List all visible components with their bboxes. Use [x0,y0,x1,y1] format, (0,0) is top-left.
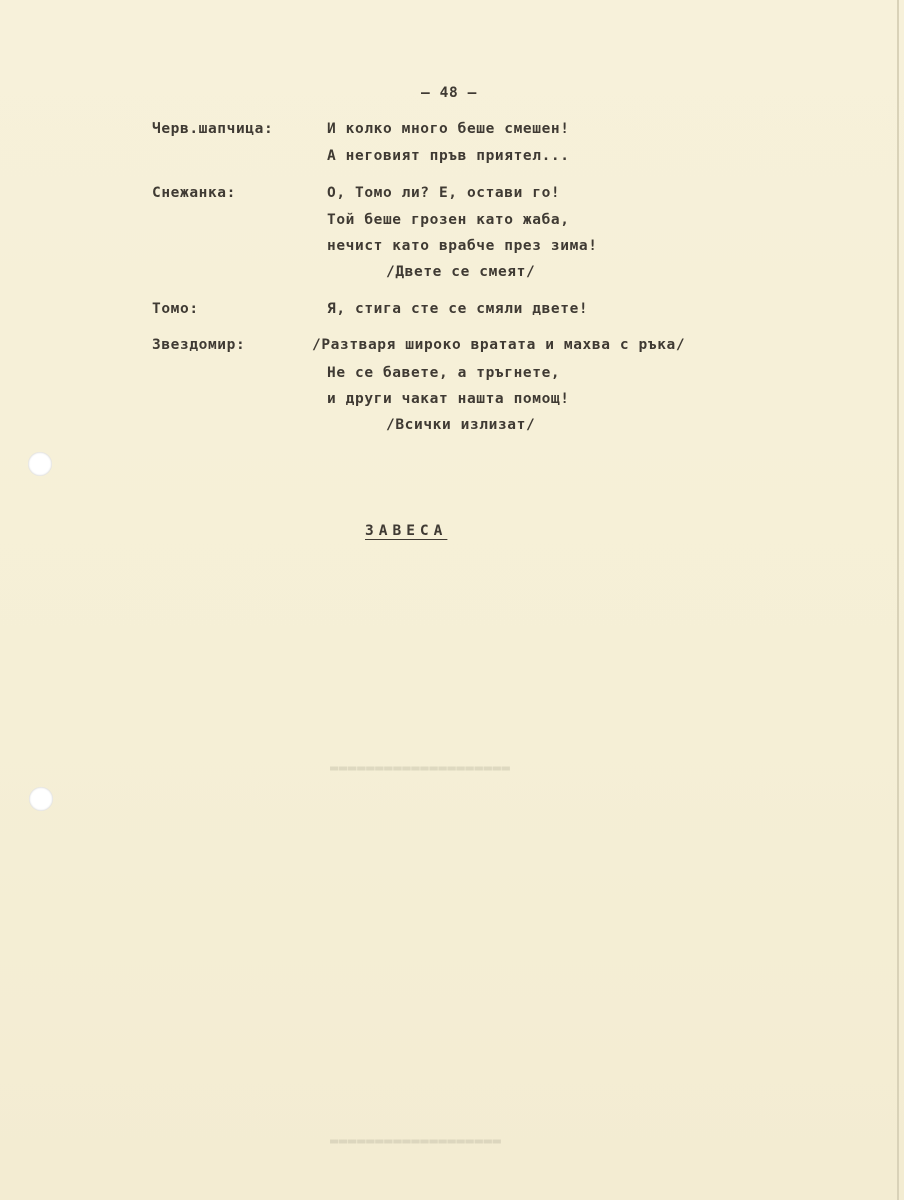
bleed-through: ▬▬▬▬▬▬▬▬▬▬▬▬▬▬▬▬▬▬▬▬ [330,760,511,776]
dialogue-line: Той беше грозен като жаба, [327,212,570,228]
dialogue-line: И колко много беше смешен! [327,121,570,137]
speaker-name: Снежанка: [152,185,236,201]
stage-direction: /Разтваря широко вратата и махва с ръка/ [312,337,686,353]
stage-direction: /Всички излизат/ [386,417,536,433]
bleed-through: ▬▬▬▬▬▬▬▬▬▬▬▬▬▬▬▬▬▬▬ [330,1133,502,1149]
dialogue-line: О, Томо ли? Е, остави го! [327,185,561,201]
dialogue-line: Не се бавете, а тръгнете, [327,365,561,381]
dialogue-line: Я, стига сте се смяли двете! [327,301,589,317]
punch-hole [29,787,53,811]
dialogue-line: и други чакат нашта помощ! [327,391,570,407]
page-number: – 48 – [421,85,477,101]
speaker-name: Черв.шапчица: [152,121,274,137]
punch-hole [28,452,52,476]
stage-direction: /Двете се смеят/ [386,264,536,280]
curtain-heading: ЗАВЕСА [365,523,448,539]
speaker-name: Томо: [152,301,199,317]
dialogue-line: А неговият пръв приятел... [327,148,570,164]
speaker-name: Звездомир: [152,337,246,353]
page-edge [897,0,899,1200]
dialogue-line: нечист като врабче през зима! [327,238,598,254]
